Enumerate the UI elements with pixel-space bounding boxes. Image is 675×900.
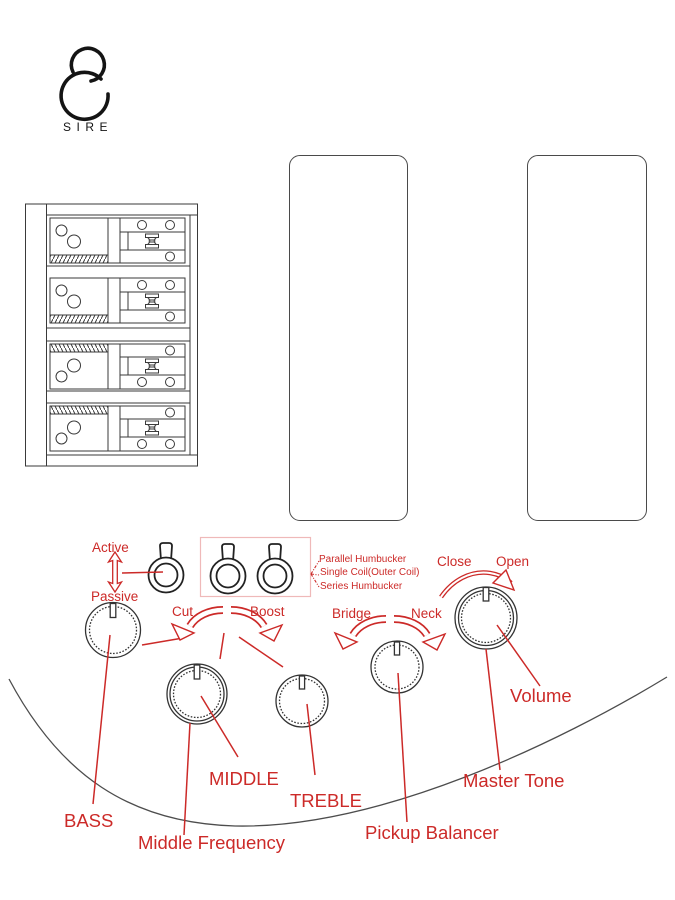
volume-label: Volume — [510, 685, 572, 706]
active-label: Active — [92, 540, 129, 555]
bass-label: BASS — [64, 810, 114, 831]
cut-boost-to-bass-line — [142, 638, 183, 645]
master-tone-pointer-line — [486, 649, 500, 770]
series-humbucker-label: Series Humbucker — [320, 581, 403, 592]
boost-label: Boost — [250, 604, 285, 619]
active-passive-arrow-icon — [109, 552, 122, 592]
bass-pointer-line — [93, 635, 110, 804]
cut-boost-to-treble-line — [239, 637, 283, 667]
middle-frequency-pointer-line — [184, 723, 190, 835]
parallel-humbucker-label: Parallel Humbucker — [319, 554, 407, 565]
brand-wordmark: SIRE — [63, 120, 114, 134]
coil-switch-neck — [211, 544, 246, 594]
middle-label: MIDDLE — [209, 768, 279, 789]
open-label: Open — [496, 554, 530, 569]
neck-label: Neck — [411, 606, 442, 621]
passive-label: Passive — [91, 589, 139, 604]
coil-mode-connectors — [311, 561, 319, 587]
bass-knob — [86, 603, 141, 658]
bridge-label: Bridge — [332, 606, 372, 621]
coil-switch-bridge — [258, 544, 293, 594]
volume-pointer-line — [497, 625, 540, 686]
close-label: Close — [437, 554, 472, 569]
single-coil-label: Single Coil(Outer Coil) — [320, 567, 420, 578]
treble-label: TREBLE — [290, 790, 362, 811]
middle-frequency-label: Middle Frequency — [138, 832, 286, 853]
pickup-balancer-knob — [371, 641, 423, 693]
active-passive-switch — [149, 543, 184, 593]
mini-toggle-switches — [149, 543, 293, 594]
master-tone-label: Master Tone — [463, 770, 565, 791]
pickup-balancer-label: Pickup Balancer — [365, 822, 499, 843]
cut-label: Cut — [172, 604, 194, 619]
cut-boost-to-middle-line — [220, 633, 224, 659]
treble-knob — [276, 675, 328, 727]
active-switch-link-line — [122, 572, 163, 573]
middle-frequency-stacked-knob — [167, 664, 227, 724]
